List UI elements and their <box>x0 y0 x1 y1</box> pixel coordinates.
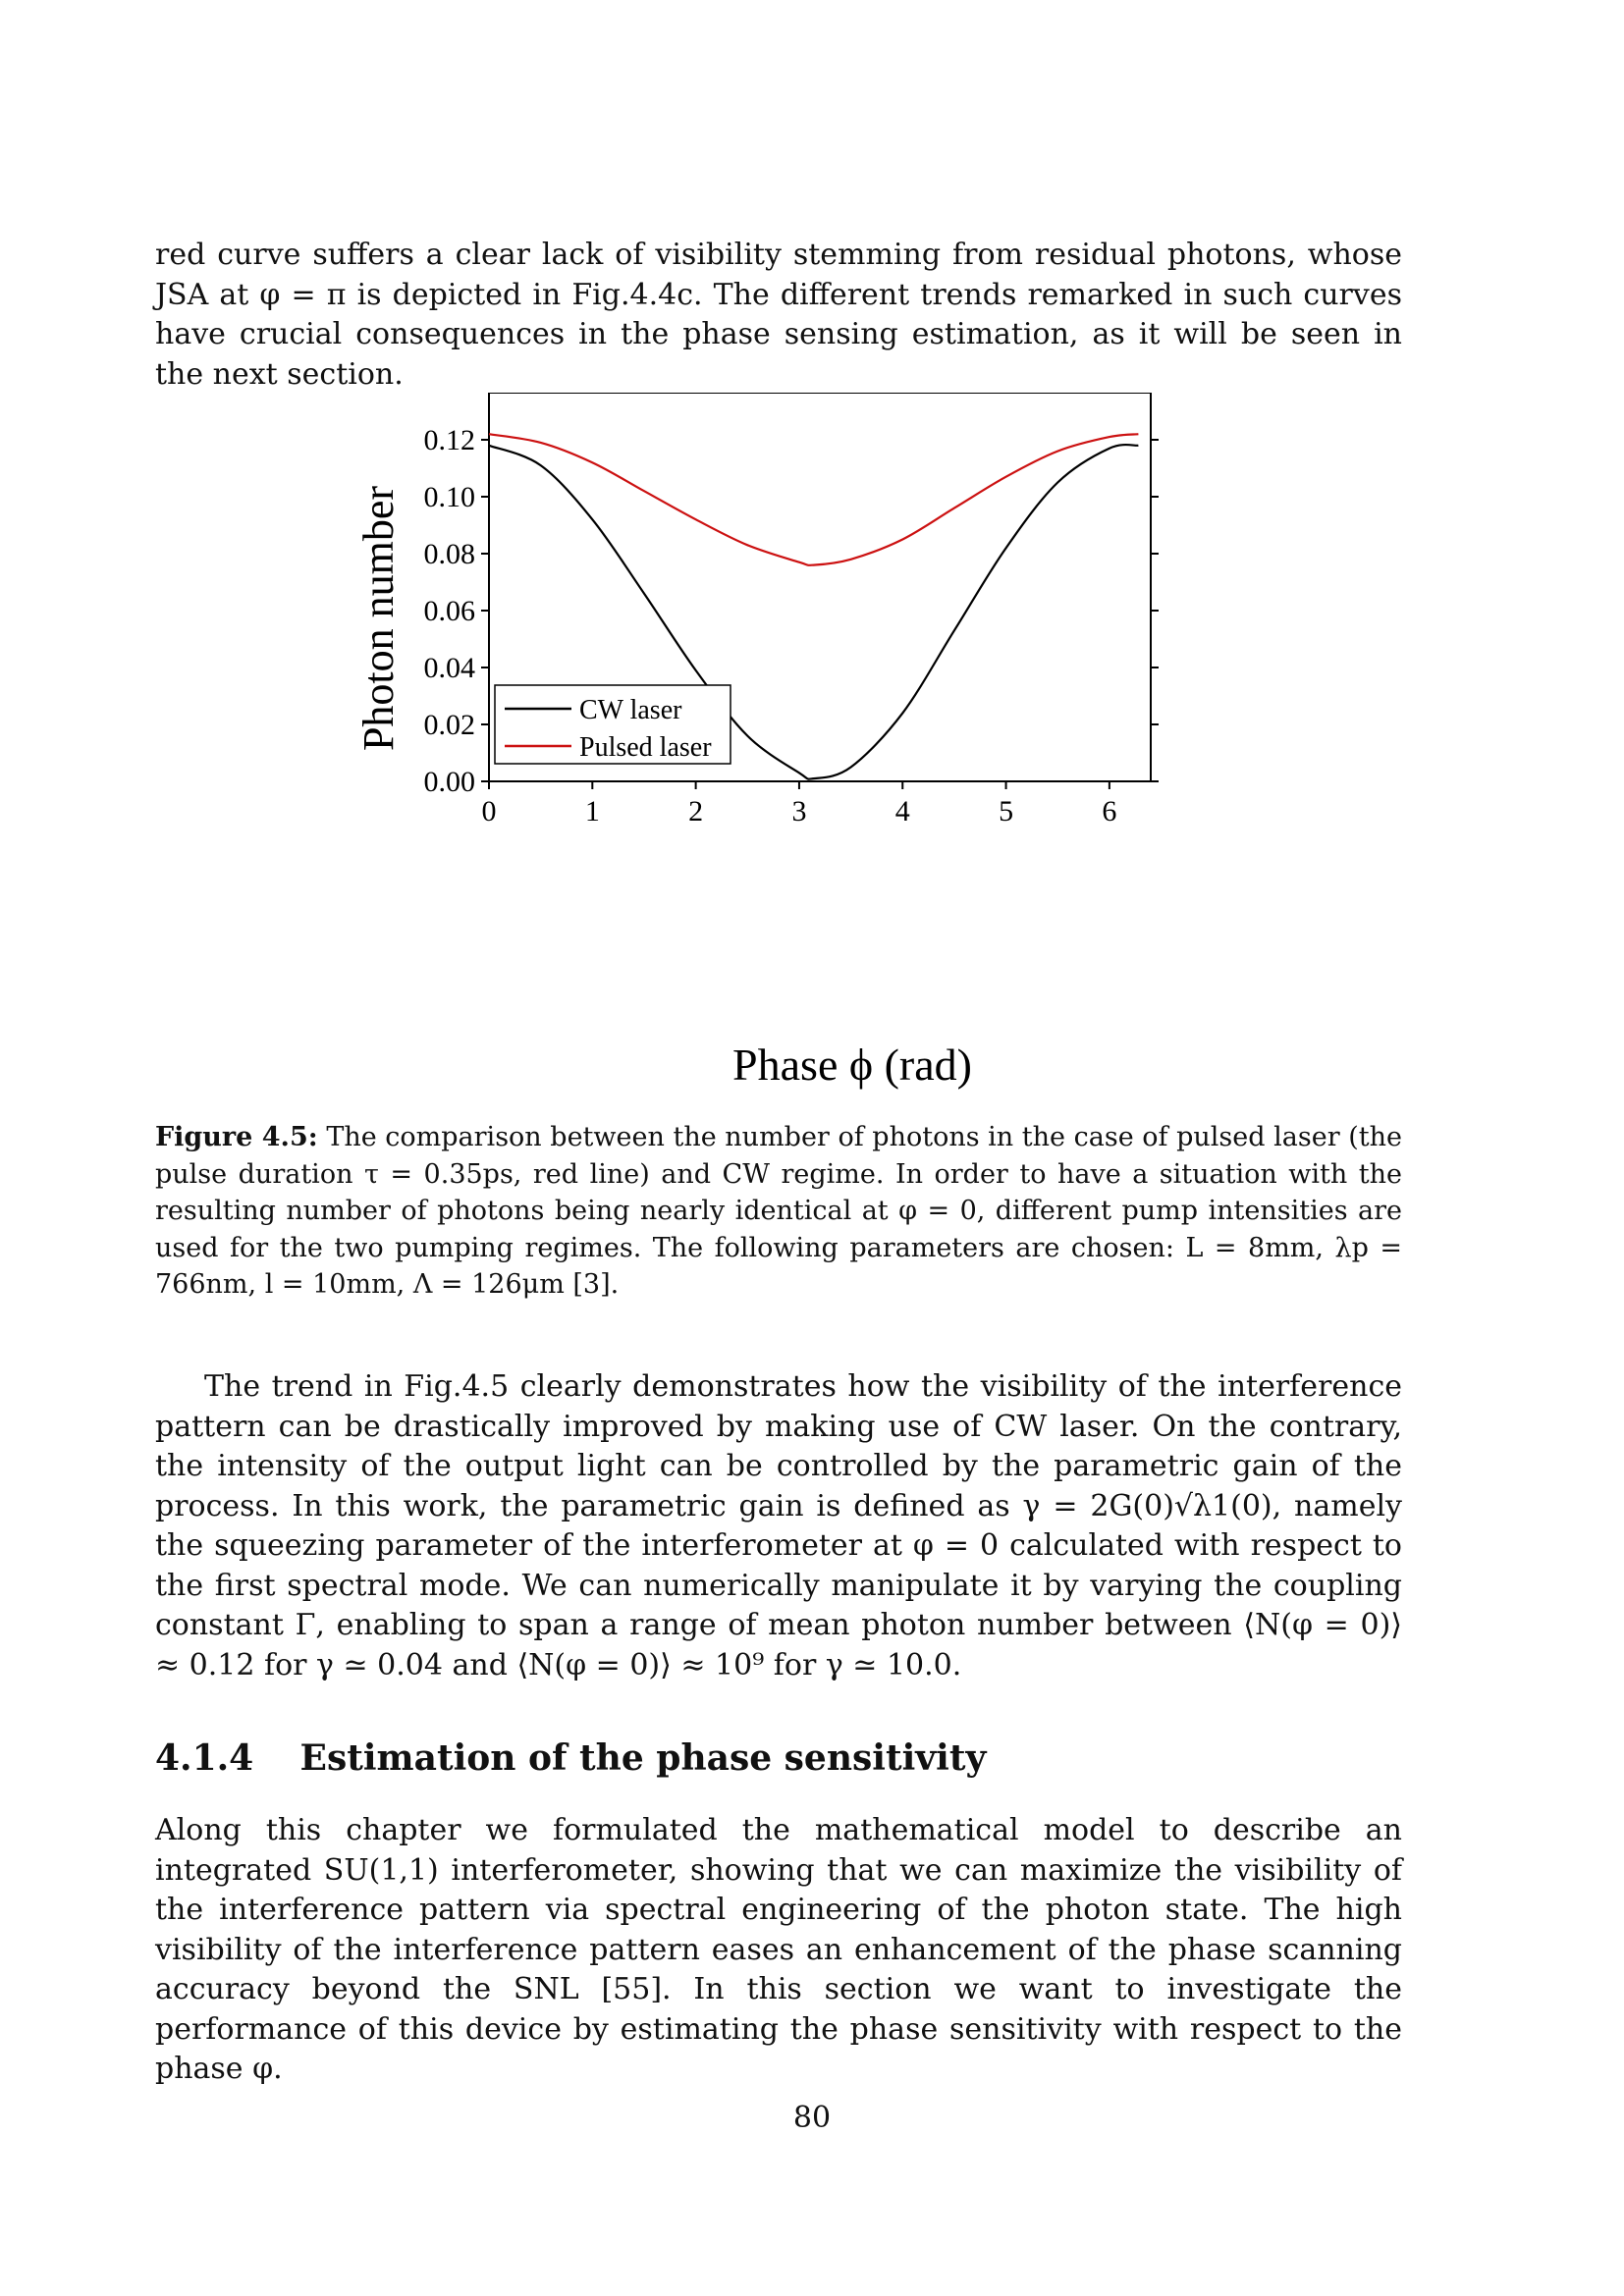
x-axis-label: Phase ϕ (rad) <box>732 1040 972 1090</box>
section-title: Estimation of the phase sensitivity <box>299 1737 987 1779</box>
x-tick-label: 5 <box>999 795 1014 828</box>
x-tick-label: 3 <box>791 795 807 828</box>
y-tick-label: 0.00 <box>423 766 475 798</box>
y-tick-label: 0.10 <box>423 481 475 513</box>
photon-number-chart <box>344 393 1218 1099</box>
y-tick-label: 0.02 <box>423 709 475 741</box>
figure-caption <box>155 1119 1402 1304</box>
x-tick-label: 4 <box>894 795 910 828</box>
legend-label: CW laser <box>579 695 682 725</box>
x-tick-label: 2 <box>688 795 704 828</box>
y-tick-label: 0.12 <box>423 424 475 456</box>
section-heading <box>155 1737 986 1779</box>
x-tick-label: 1 <box>584 795 600 828</box>
figure-label: Figure 4.5: <box>155 1122 318 1152</box>
y-tick-label: 0.06 <box>423 595 475 627</box>
x-tick-label: 0 <box>481 795 497 828</box>
body-paragraph-2: Along this chapter we formulated the mathematical model to describe an integrated SU(1,1) interferometer, showing that we can maximize the visibility of the interference pattern via spectral engineering of the photon state. The high visibility of the interference pattern eases an enhancement of the phase scanning accuracy beyond the SNL [55]. In this section we want to investigate the performance of this device by estimating the phase sensitivity with respect to the phase φ. <box>155 1813 1402 2086</box>
figure-4-5 <box>344 393 1218 1099</box>
intro-paragraph: red curve suffers a clear lack of visibility stemming from residual photons, whose JSA at φ = π is depicted in Fig.4.4c. The different trends remarked in such curves have crucial consequences in the phase sensing estimation, as it will be seen in the next section. <box>155 238 1402 392</box>
x-tick-label: 6 <box>1102 795 1117 828</box>
y-tick-label: 0.08 <box>423 538 475 570</box>
page-number: 80 <box>792 2101 832 2135</box>
body-paragraph-1: The trend in Fig.4.5 clearly demonstrates how the visibility of the interference pattern can be drastically improved by making use of CW laser. On the contrary, the intensity of the output light can be controlled by the parametric gain of the process. In this work, the parametric gain is defined as γ = 2G(0)√λ1(0), namely the squeezing parameter of the interferometer at φ = 0 calculated with respect to the first spectral mode. We can numerically manipulate it by varying the coupling constant Γ, enabling to span a range of mean photon number between ⟨N(φ = 0)⟩ ≈ 0.12 for γ ≃ 0.04 and ⟨N(φ = 0)⟩ ≈ 10⁹ for γ ≃ 10.0. <box>155 1369 1402 1682</box>
section-number: 4.1.4 <box>155 1737 254 1779</box>
y-tick-label: 0.04 <box>423 652 475 684</box>
legend-label: Pulsed laser <box>579 732 712 763</box>
y-axis-label: Photon number <box>354 485 403 752</box>
figure-caption-text: The comparison between the number of photons in the case of pulsed laser (the pulse duration τ = 0.35ps, red line) and CW regime. In order to have a situation with the resulting number of photons being nearly identical at φ = 0, different pump intensities are used for the two pumping regimes. The following parameters are chosen: L = 8mm, λp = 766nm, l = 10mm, Λ = 126μm [3]. <box>155 1122 1402 1300</box>
